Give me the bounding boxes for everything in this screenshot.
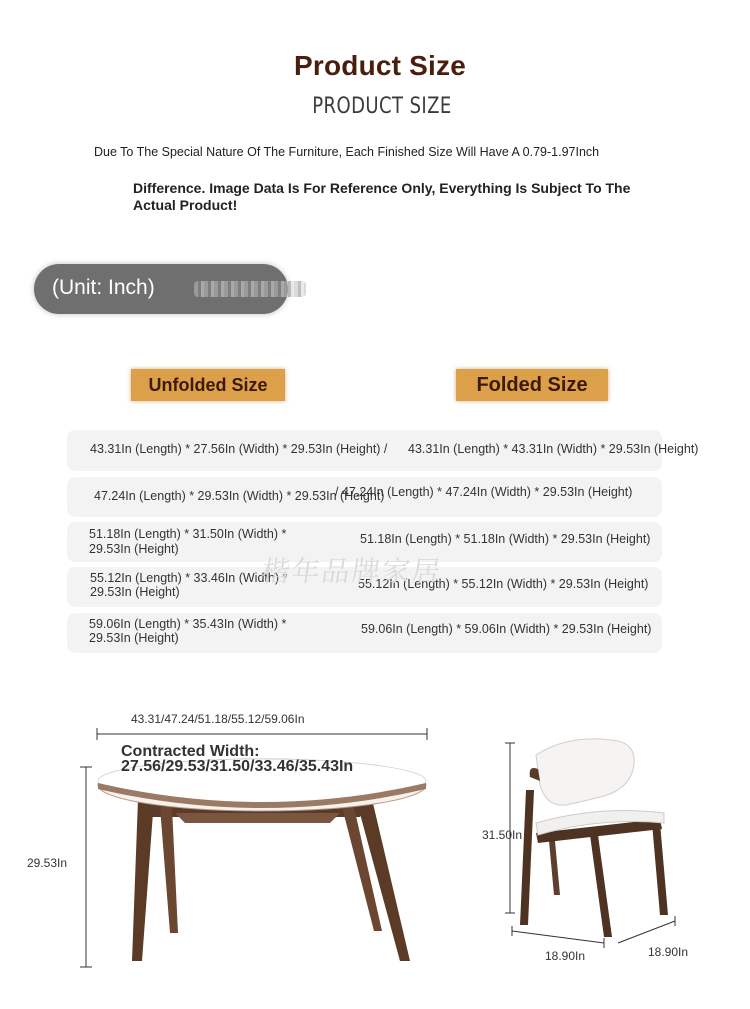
folded-size-value: 55.12In (Length) * 55.12In (Width) * 29.53In (Height)	[358, 577, 649, 591]
size-row	[67, 430, 699, 471]
chair-width-dimension: 18.90In	[545, 949, 586, 963]
folded-size-value: 59.06In (Length) * 59.06In (Width) * 29.53In (Height)	[361, 622, 652, 636]
folded-size-value: / 47.24In (Length) * 47.24In (Width) * 29.53In (Height)	[335, 485, 633, 499]
notice-line-2: Difference. Image Data Is For Reference Only, Everything Is Subject To The Actual Product!	[133, 180, 631, 213]
folded-size-value: 51.18In (Length) * 51.18In (Width) * 29.53In (Height)	[360, 532, 651, 546]
watermark: 楷年品牌家居	[259, 555, 445, 588]
unfolded-size-value-line1: 55.12In (Length) * 33.46In (Width) *	[90, 571, 288, 585]
folded-size-value: 43.31In (Length) * 43.31In (Width) * 29.53In (Height)	[408, 442, 699, 456]
notice-line-1: Due To The Special Nature Of The Furniture, Each Finished Size Will Have A 0.79-1.97Inch	[94, 145, 600, 159]
dining-chair-illustration	[500, 735, 705, 955]
table-height-dimension: 29.53In	[27, 856, 68, 870]
page-title: Product Size	[294, 50, 466, 81]
contracted-width-title: Contracted Width:	[121, 743, 260, 760]
chair-height-dimension: 31.50In	[482, 828, 523, 842]
chair-depth-dimension: 18.90In	[648, 945, 689, 959]
unfolded-size-value-line1: 59.06In (Length) * 35.43In (Width) *	[89, 617, 287, 631]
contracted-width-label	[121, 744, 353, 774]
page-subtitle: PRODUCT SIZE	[312, 94, 452, 119]
unfolded-size-value-line2: 29.53In (Height)	[90, 585, 180, 599]
unfolded-size-value: 47.24In (Length) * 29.53In (Width) * 29.53In (Height)	[94, 489, 385, 503]
unfolded-size-value-line2: 29.53In (Height)	[89, 631, 179, 645]
unfolded-size-value-line1: 51.18In (Length) * 31.50In (Width) *	[89, 527, 287, 541]
unfolded-size-value-line2: 29.53In (Height)	[89, 542, 179, 556]
table-length-dimension: 43.31/47.24/51.18/55.12/59.06In	[131, 712, 305, 726]
contracted-width-values: 27.56/29.53/31.50/33.46/35.43In	[121, 758, 354, 775]
unfolded-size-header: Unfolded Size	[131, 369, 285, 401]
folded-size-header: Folded Size	[456, 369, 608, 401]
size-row	[67, 613, 662, 653]
unfolded-size-value: 43.31In (Length) * 27.56In (Width) * 29.53In (Height) /	[90, 442, 388, 456]
unit-label: (Unit: Inch)	[52, 276, 155, 299]
blurred-text-smudge	[194, 281, 306, 297]
unit-badge	[34, 264, 288, 314]
size-row	[67, 477, 662, 517]
